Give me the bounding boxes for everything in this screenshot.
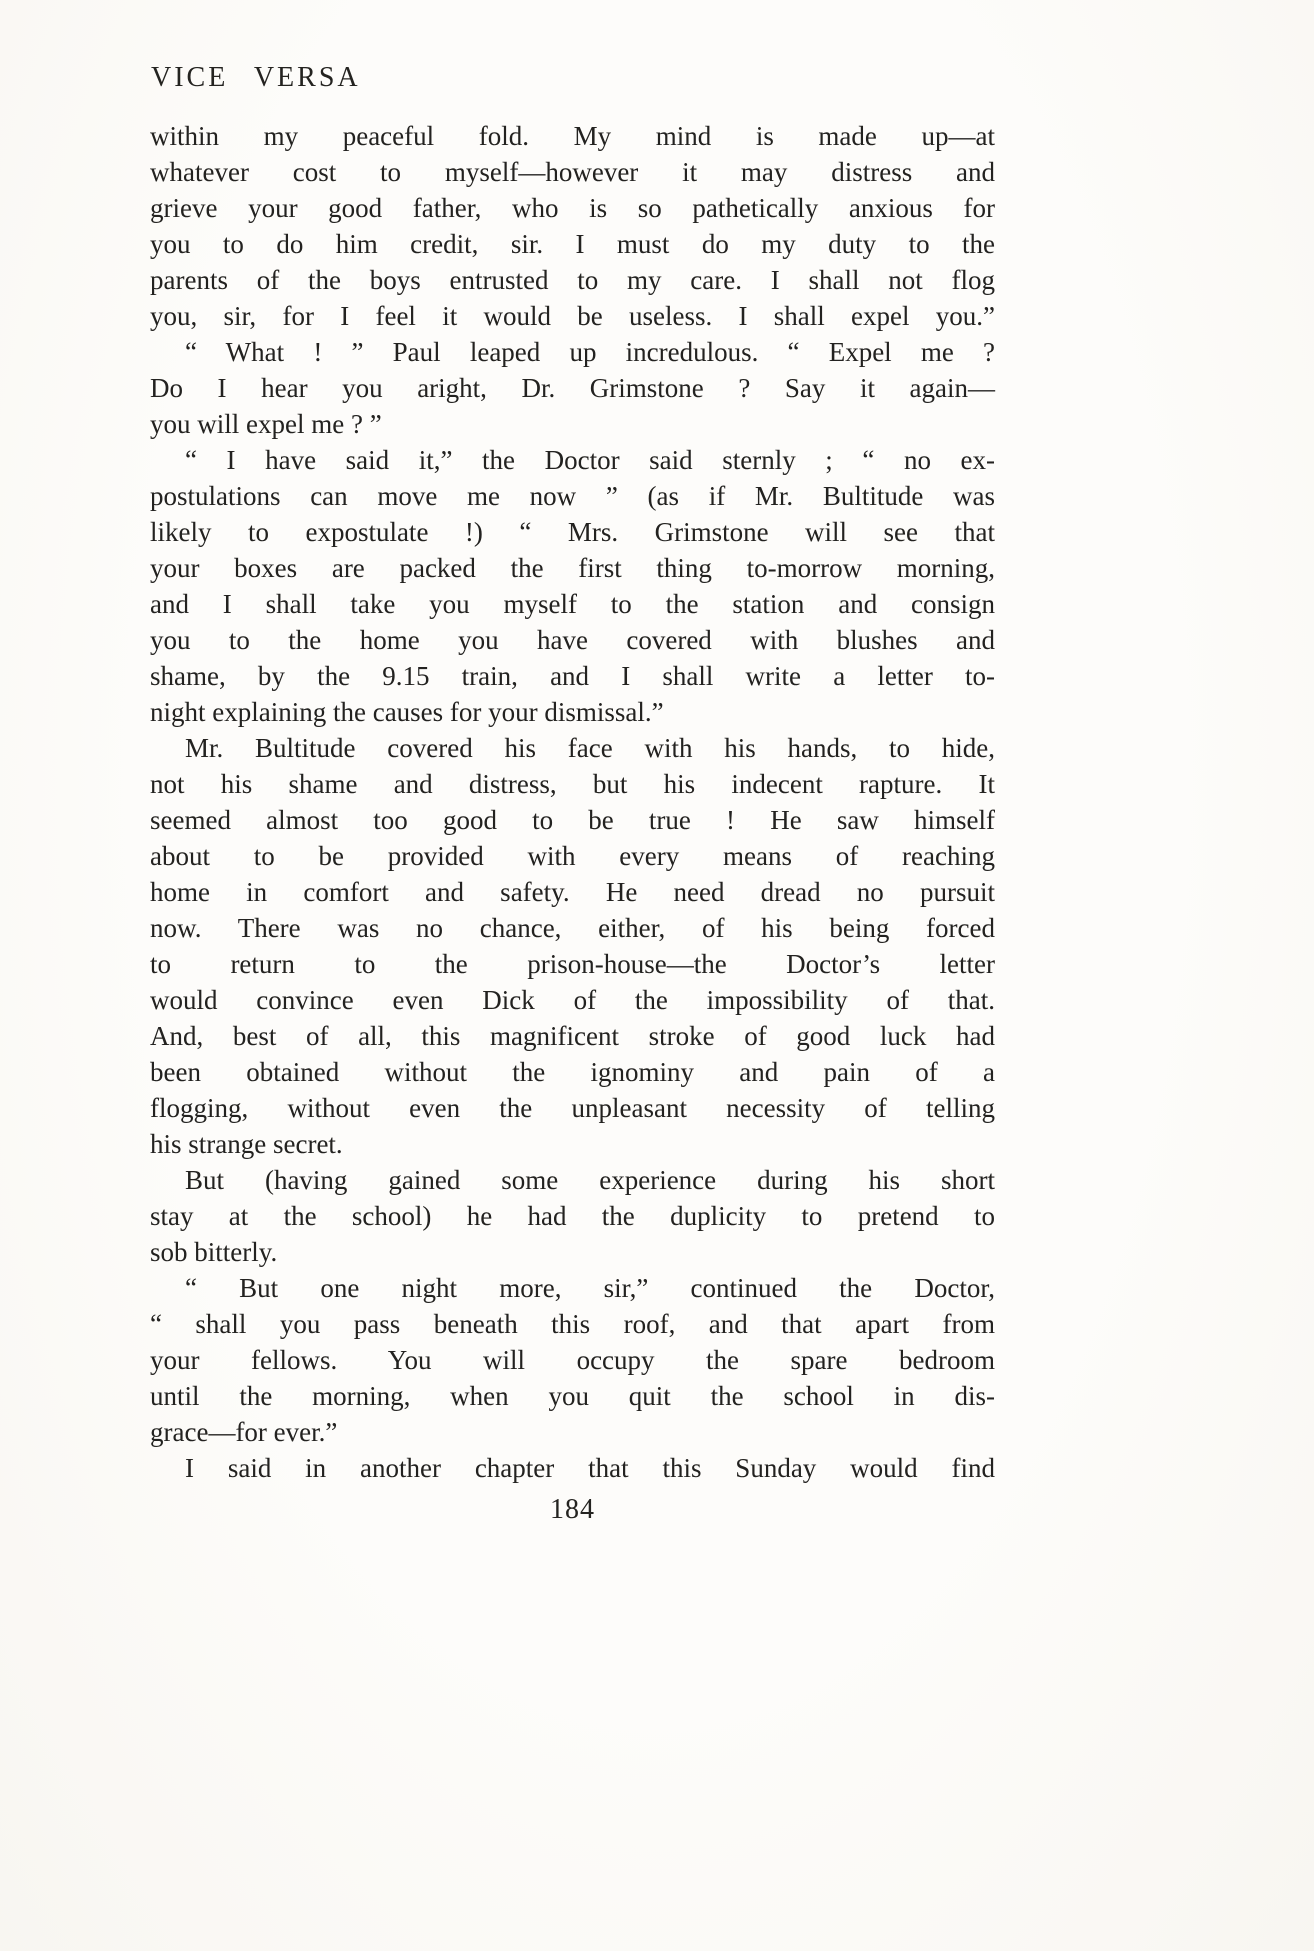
text-line: to return to the prison-house—the Doctor’s letter (150, 949, 995, 979)
text-line: his strange secret. (150, 1129, 343, 1159)
text-line: you will expel me ? ” (150, 409, 382, 439)
paragraph (150, 1450, 995, 1486)
paragraph (150, 442, 995, 730)
text-line: now. There was no chance, either, of his being forced (150, 913, 995, 943)
text-line: about to be provided with every means of reaching (150, 841, 995, 871)
text-line: parents of the boys entrusted to my care. I shall not flog (150, 265, 995, 295)
text-line: your boxes are packed the first thing to-morrow morning, (150, 553, 995, 583)
running-header: VICE VERSA (151, 62, 361, 93)
paragraph (150, 1270, 995, 1450)
text-line: “ But one night more, sir,” continued the Doctor, (185, 1273, 995, 1303)
text-line: not his shame and distress, but his indecent rapture. It (150, 769, 995, 799)
text-line: night explaining the causes for your dismissal.” (150, 697, 664, 727)
text-line: home in comfort and safety. He need dread no pursuit (150, 877, 995, 907)
text-line: And, best of all, this magnificent stroke of good luck had (150, 1021, 995, 1051)
text-line: and I shall take you myself to the station and consign (150, 589, 995, 619)
text-line: seemed almost too good to be true ! He saw himself (150, 805, 995, 835)
paragraph (150, 1162, 995, 1270)
text-line: you, sir, for I feel it would be useless. I shall expel you.” (150, 301, 995, 331)
paragraph (150, 334, 995, 442)
text-block (150, 118, 995, 1486)
text-line: been obtained without the ignominy and pain of a (150, 1057, 995, 1087)
paragraph (150, 730, 995, 1162)
text-line: I said in another chapter that this Sunday would find (185, 1453, 995, 1483)
text-line: grace—for ever.” (150, 1417, 338, 1447)
text-line: would convince even Dick of the impossibility of that. (150, 985, 995, 1015)
text-line: But (having gained some experience during his short (185, 1165, 995, 1195)
text-line: shame, by the 9.15 train, and I shall write a letter to- (150, 661, 995, 691)
text-line: you to do him credit, sir. I must do my duty to the (150, 229, 995, 259)
text-line: Mr. Bultitude covered his face with his hands, to hide, (185, 733, 995, 763)
paragraph (150, 118, 995, 334)
text-line: you to the home you have covered with blushes and (150, 625, 995, 655)
text-line: whatever cost to myself—however it may distress and (150, 157, 995, 187)
text-line: “ What ! ” Paul leaped up incredulous. “ Expel me ? (185, 337, 995, 367)
text-line: until the morning, when you quit the school in dis- (150, 1381, 995, 1411)
text-line: “ shall you pass beneath this roof, and that apart from (150, 1309, 995, 1339)
text-line: flogging, without even the unpleasant necessity of telling (150, 1093, 995, 1123)
text-line: Do I hear you aright, Dr. Grimstone ? Say it again— (150, 373, 995, 403)
text-line: your fellows. You will occupy the spare bedroom (150, 1345, 995, 1375)
text-line: within my peaceful fold. My mind is made up—at (150, 121, 995, 151)
text-line: grieve your good father, who is so pathetically anxious for (150, 193, 995, 223)
text-line: postulations can move me now ” (as if Mr. Bultitude was (150, 481, 995, 511)
text-line: sob bitterly. (150, 1237, 278, 1267)
page-number: 184 (550, 1494, 595, 1525)
text-line: “ I have said it,” the Doctor said sternly ; “ no ex- (185, 445, 995, 475)
text-line: stay at the school) he had the duplicity to pretend to (150, 1201, 995, 1231)
text-line: likely to expostulate !) “ Mrs. Grimstone will see that (150, 517, 995, 547)
